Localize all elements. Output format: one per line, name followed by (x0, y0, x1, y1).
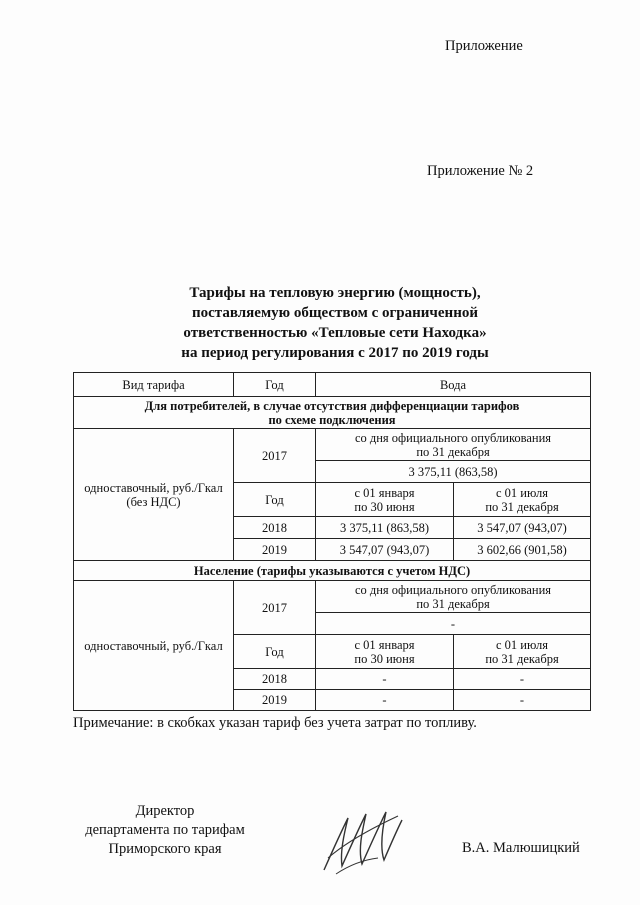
signatory-line1: Директор (135, 803, 195, 819)
section1-value-cell: 3 547,07 (943,07) (316, 539, 454, 561)
section2-tariff-type: одноставочный, руб./Гкал (74, 581, 234, 711)
col-header-year: Год (234, 373, 316, 397)
section2-year-cell: 2019 (234, 690, 316, 711)
note-text: Примечание: в скобках указан тариф без учета затрат по топливу. (73, 715, 477, 731)
section1-value-cell: 3 602,66 (901,58) (454, 539, 591, 561)
section2-subhead-year: Год (234, 635, 316, 669)
section1-title (74, 397, 591, 429)
col-header-type: Вид тарифа (74, 373, 234, 397)
section1-title-row (74, 397, 591, 429)
section2-year-2017: 2017 (234, 581, 316, 635)
section1-subhead-year: Год (234, 483, 316, 517)
handwritten-signature (318, 800, 408, 880)
title-line1: Тарифы на тепловую энергию (мощность), (189, 285, 481, 301)
section1-tariff-line2: (без НДС) (126, 494, 181, 509)
section1-period2-line2: по 31 декабря (485, 499, 559, 514)
section2-period1 (316, 635, 454, 669)
section1-period1-line2: по 30 июня (354, 499, 415, 514)
section1-year-cell: 2018 (234, 517, 316, 539)
tariff-table (73, 372, 591, 711)
section2-value-cell: - (454, 690, 591, 711)
section2-period2-line1: с 01 июля (496, 637, 549, 652)
section1-title-line2: по схеме подключения (268, 412, 396, 427)
section2-period2 (454, 635, 591, 669)
section2-value-2017: - (316, 613, 591, 635)
table-row (74, 581, 591, 613)
document-title (70, 283, 600, 363)
section2-title: Население (тарифы указываются с учетом НДС) (74, 561, 591, 581)
table-row (74, 429, 591, 461)
col-header-water: Вода (316, 373, 591, 397)
section2-value-cell: - (316, 669, 454, 690)
section1-value-cell: 3 547,07 (943,07) (454, 517, 591, 539)
title-line4: на период регулирования с 2017 по 2019 годы (181, 345, 489, 361)
section1-value-cell: 3 375,11 (863,58) (316, 517, 454, 539)
section1-period-full (316, 429, 591, 461)
section1-value-2017: 3 375,11 (863,58) (316, 461, 591, 483)
section2-year-cell: 2018 (234, 669, 316, 690)
section2-value-cell: - (316, 690, 454, 711)
section1-tariff-line1: одноставочный, руб./Гкал (84, 480, 223, 495)
section2-period1-line1: с 01 января (354, 637, 415, 652)
section2-value-cell: - (454, 669, 591, 690)
section1-period2-line1: с 01 июля (496, 485, 549, 500)
section2-period2-line2: по 31 декабря (485, 651, 559, 666)
section2-period-full-line1: со дня официального опубликования (354, 582, 552, 597)
title-line3: ответственностью «Тепловые сети Находка» (183, 325, 487, 341)
table-header-row (74, 373, 591, 397)
section1-year-cell: 2019 (234, 539, 316, 561)
section1-tariff-type (74, 429, 234, 561)
section1-title-line1: Для потребителей, в случае отсутствия дифференциации тарифов (144, 398, 520, 413)
header1-line1: Приложение (445, 38, 523, 54)
section1-period1-line1: с 01 января (354, 485, 415, 500)
section1-year-2017: 2017 (234, 429, 316, 483)
section1-period2 (454, 483, 591, 517)
signatory-line2: департамента по тарифам (85, 822, 245, 838)
section1-period1 (316, 483, 454, 517)
header2-line1: Приложение № 2 (427, 163, 534, 179)
section1-period-full-line1: со дня официального опубликования (354, 430, 552, 445)
signatory-name: В.А. Малюшицкий (462, 840, 580, 856)
section2-period-full (316, 581, 591, 613)
signatory-line3: Приморского края (108, 841, 222, 857)
signatory-title (70, 802, 260, 859)
section2-period-full-line2: по 31 декабря (416, 596, 490, 611)
section2-period1-line2: по 30 июня (354, 651, 415, 666)
title-line2: поставляемую обществом с ограниченной (192, 305, 478, 321)
section1-period-full-line2: по 31 декабря (416, 444, 490, 459)
section2-title-row (74, 561, 591, 581)
